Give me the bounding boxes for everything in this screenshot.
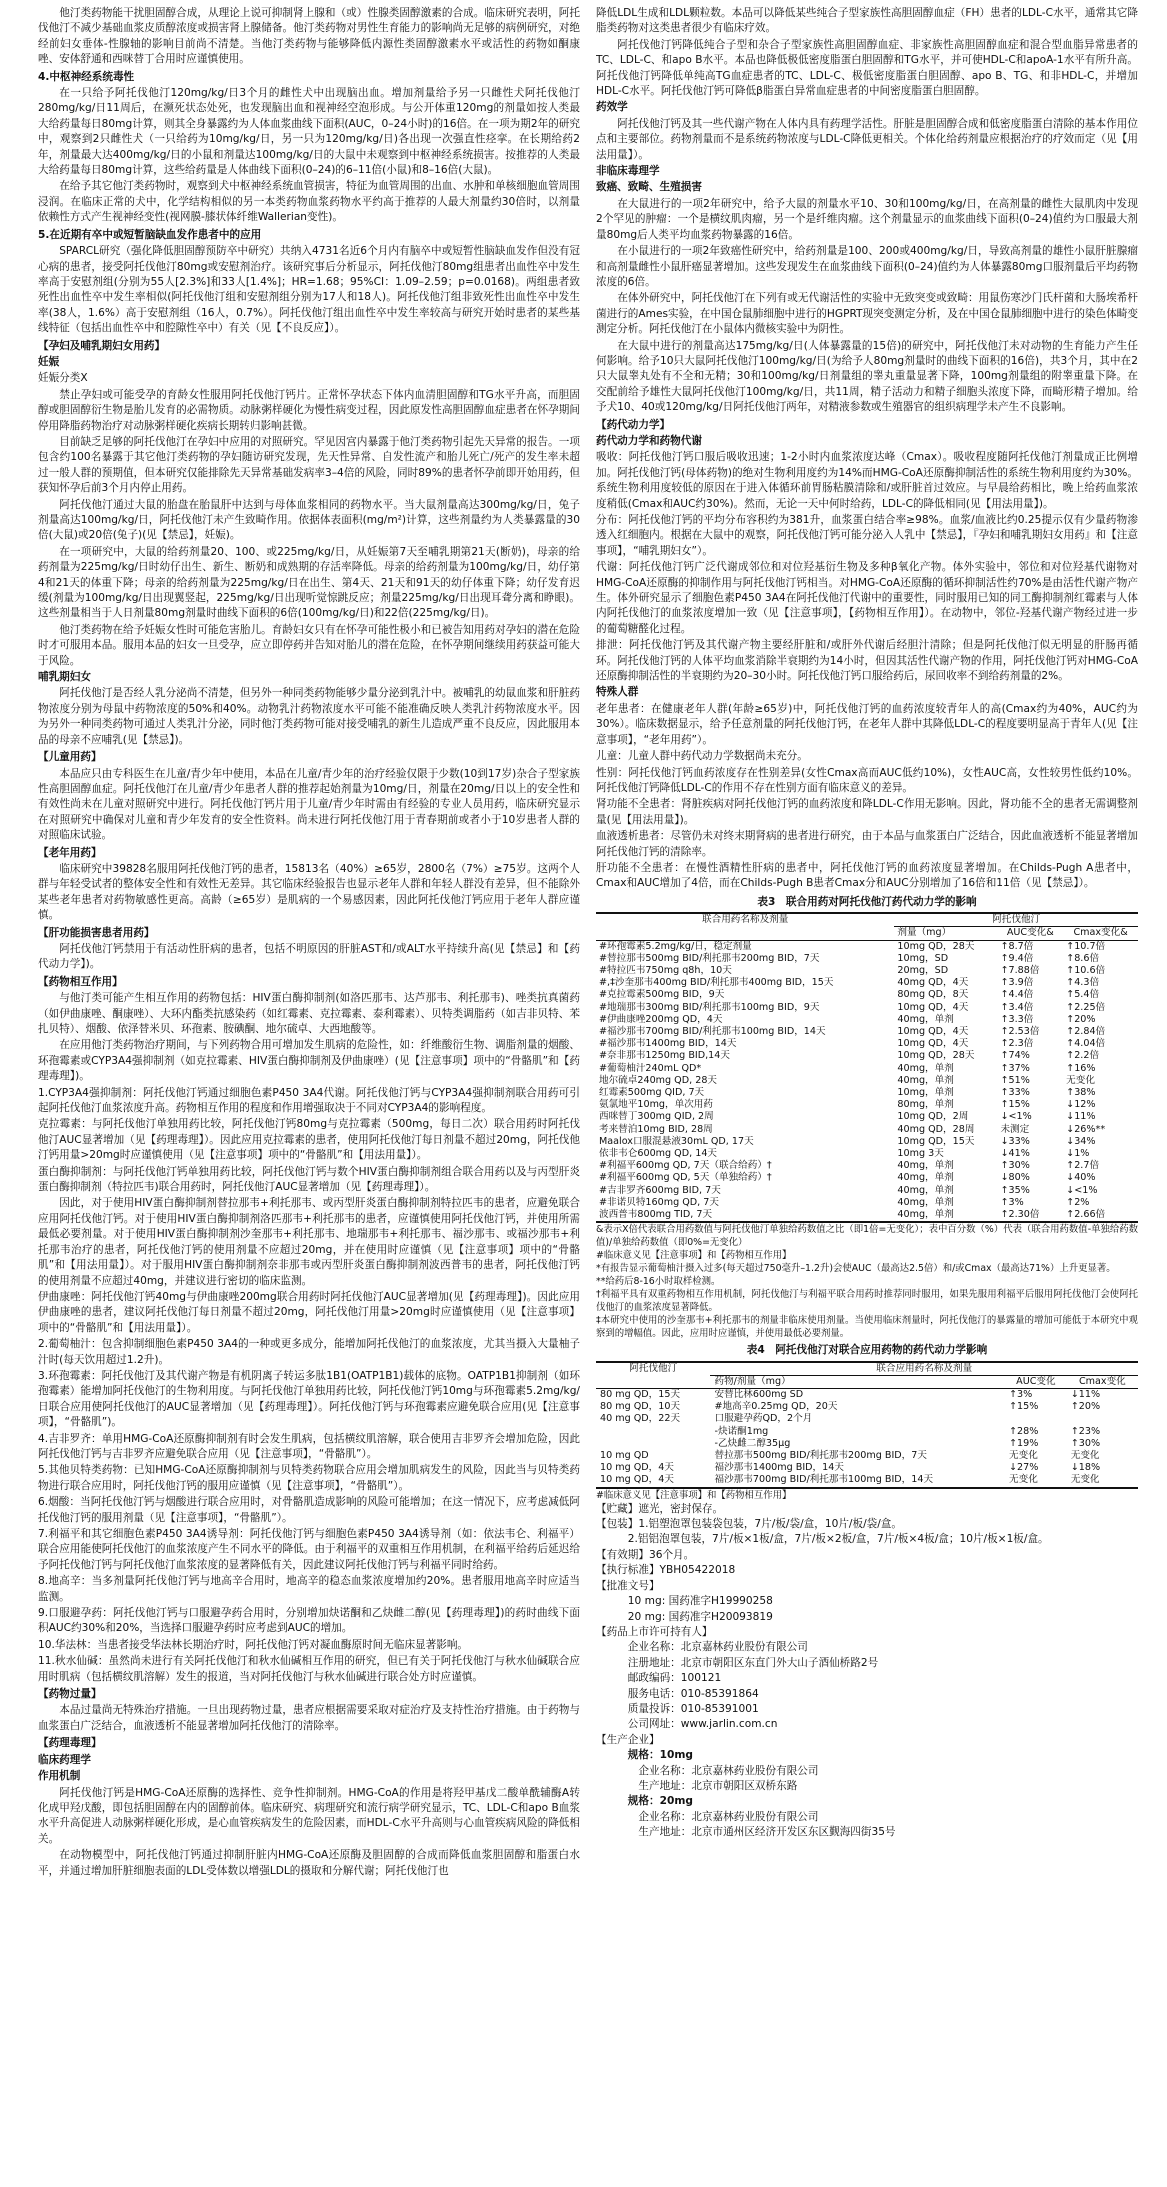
table-cell: #葡萄柚汁240mL QD* bbox=[599, 1062, 702, 1074]
table-cell: 40mg，单剂 bbox=[897, 1196, 954, 1208]
table-row bbox=[596, 1209, 1138, 1222]
table-cell bbox=[596, 1426, 710, 1438]
table-cell: ↓40% bbox=[1066, 1172, 1096, 1184]
manufacturer-address: 生产地址：北京市朝阳区双桥东路 bbox=[638, 1779, 798, 1792]
table-cell: 无变化 bbox=[1066, 1074, 1095, 1086]
table-row bbox=[596, 1450, 1138, 1462]
table-header: AUC变化 bbox=[1005, 1375, 1067, 1388]
table-note: #临床意义见【注意事项】和【药物相互作用】 bbox=[596, 1489, 792, 1501]
table-cell: 10mg QD，4天 bbox=[897, 1025, 969, 1037]
subsection-heading: 妊娠 bbox=[38, 355, 60, 368]
paragraph: 排泄：阿托伐他汀钙及其代谢产物主要经肝脏和/或肝外代谢后经胆汁清除；但是阿托伐他汀似无明显的肝肠再循环。阿托伐他汀钙的人体平均血浆消除半衰期约为14小时，但因其活性代谢产物的作用，阿托伐他汀钙对HMG-CoA还原酶抑制活性的半衰期约为20–30小时。阿托伐他汀钙口服给药后，尿回收率不到给药剂量的2%。 bbox=[596, 639, 1138, 683]
table-cell: ↑10.6倍 bbox=[1066, 964, 1106, 976]
paragraph: 与他汀类可能产生相互作用的药物包括：HIV蛋白酶抑制剂(如洛匹那韦、达芦那韦、利托那韦)、唑类抗真菌药（如伊曲康唑、酮康唑）、大环内酯类抗感染药（如红霉素、克拉霉素、泰利霉素）、贝特类调脂药（如吉非贝特、苯扎贝特）、烟酸、依泽替米贝、环孢素、胺碘酮、地尔硫卓、大西地酸等。 bbox=[38, 992, 580, 1035]
table-cell: ↑23% bbox=[1070, 1425, 1101, 1437]
paragraph: 老年患者：在健康老年人群(年龄≥65岁)中，阿托伐他汀钙的血药浓度较青年人的高(Cmax约为40%，AUC约为30%）。临床数据显示，给予任意剂量的阿托伐他汀钙，在老年人群中其降低LDL-C的程度要明显高于青年人(见【注意事项】，“老年用药”）。 bbox=[596, 702, 1138, 746]
table-caption: 表4 阿托伐他汀对联合应用药物的药代动力学影响 bbox=[746, 1344, 988, 1357]
table-row bbox=[596, 1038, 1138, 1050]
table-cell: ↑16% bbox=[1066, 1062, 1096, 1074]
subsection-heading: 非临床毒理学 bbox=[596, 165, 660, 178]
table-cell: ↓1% bbox=[1066, 1148, 1090, 1160]
table-cell: 10mg QD，4天 bbox=[897, 1038, 969, 1050]
table-caption: 表3 联合用药对阿托伐他汀药代动力学的影响 bbox=[757, 895, 977, 908]
table-cell: 福沙那韦1400mg BID，14天 bbox=[714, 1462, 844, 1474]
table-cell: ↑3% bbox=[1009, 1389, 1033, 1401]
storage-info: 【贮藏】遮光，密封保存。 bbox=[596, 1502, 724, 1515]
manufacturer-spec: 规格：20mg bbox=[627, 1795, 693, 1808]
table-cell: ↑33% bbox=[1000, 1087, 1030, 1098]
table-cell: ↑20% bbox=[1070, 1401, 1101, 1413]
section-heading: 4.中枢神经系统毒性 bbox=[38, 70, 135, 83]
table-cell: ↑7.88倍 bbox=[1000, 964, 1040, 976]
table-cell: ↓41% bbox=[1000, 1148, 1030, 1160]
paragraph: SPARCL研究（强化降低胆固醇预防卒中研究）共纳入4731名近6个月内有脑卒中或短暂性脑缺血发作但没有冠心病的患者，接受阿托伐他汀80mg或安慰剂治疗。该研究事后分析显示，阿托伐他汀80mg组患者出血性卒中发生率高于安慰剂组(分别为55人[2.3%]和33人[1.4%]；HR=1.68；95%CI：1.09–2.59；p=0.0168)。两组患者致死性出血性卒中发生率相似(阿托伐他汀组和安慰剂组分别为17人和18人)。阿托伐他汀组非致死性出血性卒中发生率(38人，1.6%）高于安慰剂组（16人，0.7%）。阿托伐他汀组出血性卒中发生率较高与研究开始时患者的某些基线特征（包括出血性卒中和腔隙性卒中）有关（见【不良反应】）。 bbox=[38, 245, 580, 335]
table-cell: 未测定 bbox=[1000, 1123, 1030, 1135]
table-cell: 10mg QD，28天 bbox=[897, 940, 975, 952]
paragraph: 性别：阿托伐他汀钙血药浓度存在性别差异(女性Cmax高而AUC低约10%)，女性AUC高，女性较男性低约10%。阿托伐他汀钙降低LDL-C的作用不存在性别方面有临床意义的差异。 bbox=[596, 766, 1138, 794]
paragraph: 血液透析患者：尽管仍未对终末期肾病的患者进行研究，由于本品与血浆蛋白广泛结合，因此血液透析不能显著增加阿托伐他汀钙的清除率。 bbox=[596, 830, 1138, 858]
table-cell: ↑2.3倍 bbox=[1000, 1038, 1034, 1050]
table-cell bbox=[1067, 1413, 1138, 1425]
paragraph: 8.地高辛：当多剂量阿托伐他汀钙与地高辛合用时，地高辛的稳态血浆浓度增加约20%。患者服用地高辛时应适当监测。 bbox=[38, 1575, 580, 1603]
subsection-heading: 致癌、致畸、生殖损害 bbox=[596, 181, 702, 194]
table-cell: ↑15% bbox=[1009, 1401, 1039, 1413]
paragraph: 3.环孢霉素：阿托伐他汀及其代谢产物是有机阴离子转运多肽1B1(OATP1B1)载体的底物。OATP1B1抑制剂（如环孢霉素）能增加阿托伐他汀的生物利用度。与阿托伐他汀单独用药比较，阿托伐他汀钙10mg与环孢霉素5.2mg/kg/日联合应用使阿托伐他汀的AUC显著增加（见【药理毒理】）。阿托伐他汀钙与环孢霉素应避免联合应用(见【注意事项】，“骨骼肌”)。 bbox=[38, 1369, 580, 1429]
table-cell: 40mg QD，28周 bbox=[897, 1123, 975, 1135]
table-cell: 无变化 bbox=[1005, 1474, 1067, 1487]
table-cell: ↑37% bbox=[1000, 1062, 1030, 1074]
holder-zip: 邮政编码：100121 bbox=[627, 1672, 722, 1685]
table-row bbox=[596, 1401, 1138, 1413]
holder-phone: 服务电话：010-85391864 bbox=[627, 1687, 759, 1700]
table-header: 药物/剂量（mg） bbox=[710, 1375, 1005, 1388]
table-cell: 西咪替丁300mg QID, 2周 bbox=[599, 1111, 714, 1123]
table-cell: 40mg，单剂 bbox=[897, 1172, 954, 1184]
approval-heading: 【批准文号】 bbox=[596, 1579, 660, 1592]
table-row bbox=[596, 1160, 1138, 1172]
paragraph: 在应用他汀类药物治疗期间，与下列药物合用可增加发生肌病的危险性，如：纤维酸衍生物、调脂剂量的烟酸、环孢霉素或CYP3A4强抑制剂（如克拉霉素、HIV蛋白酶抑制剂及伊曲康唑）(见【注意事项】项中的“骨骼肌”和【药理毒理】)。 bbox=[38, 1039, 580, 1083]
table-cell: 10mg QD，2周 bbox=[897, 1111, 969, 1123]
paragraph: 分布：阿托伐他汀钙的平均分布容积约为381升，血浆蛋白结合率≥98%。血浆/血液比约0.25提示仅有少量药物渗透入红细胞内。根据在大鼠中的观察，阿托伐他汀钙可能分泌入人乳中【禁忌】，『孕妇和哺乳期妇女用药』和【注意事项】，“哺乳期妇女”）。 bbox=[596, 514, 1138, 557]
table-header: Cmax变化& bbox=[1063, 927, 1138, 940]
table-cell: ↓80% bbox=[1000, 1172, 1030, 1184]
table-row bbox=[596, 1014, 1138, 1026]
table-cell: 10mg，单剂 bbox=[897, 1087, 954, 1098]
table-cell: 安替比林600mg SD bbox=[714, 1389, 804, 1401]
table-cell: ↓18% bbox=[1070, 1462, 1101, 1474]
section-heading: 【孕妇及哺乳期妇女用药】 bbox=[38, 339, 166, 352]
section-heading: 【肝功能损害患者用药】 bbox=[38, 926, 155, 939]
table-cell: 40mg，单剂 bbox=[897, 1160, 954, 1172]
table-row bbox=[596, 1474, 1138, 1487]
table-header: 阿托伐他汀 bbox=[596, 1362, 710, 1389]
paragraph: 降低LDL生成和LDL颗粒数。本品可以降低某些纯合子型家族性高胆固醇血症（FH）患者的LDL-C水平，通常其它降脂类药物对这类患者很少有临床疗效。 bbox=[596, 7, 1138, 35]
table-cell: 80mg QD，8天 bbox=[897, 989, 969, 1001]
table-cell: ↓27% bbox=[1009, 1462, 1039, 1474]
table-cell: 40mg，单剂 bbox=[897, 1074, 954, 1086]
table-cell: ↑2.53倍 bbox=[1000, 1025, 1040, 1037]
table-cell: ↑5.4倍 bbox=[1066, 989, 1100, 1001]
table-row bbox=[596, 1063, 1138, 1075]
table-cell: ↑2.25倍 bbox=[1066, 1001, 1106, 1013]
table-cell: #伊曲康唑200mg QD，4天 bbox=[599, 1013, 723, 1025]
table-cell: ↑2.66倍 bbox=[1063, 1209, 1138, 1222]
paragraph: 9.口服避孕药：阿托伐他汀钙与口服避孕药合用时，分别增加炔诺酮和乙炔雌二醇(见【药理毒理】)的药时曲线下面积AUC约30%和20%，当选择口服避孕药时应考虑到AUC的增加。 bbox=[38, 1607, 580, 1635]
paragraph: 阿托伐他汀是否经人乳分泌尚不清楚，但另外一种同类药物能够少量分泌到乳汁中。被哺乳的幼鼠血浆和肝脏药物浓度分别为母鼠中药物浓度的50%和40%。动物乳汁药物浓度水平可能不能准确反映人类乳汁药物浓度水平。因为另外一种同类药物可通过人类乳汁分泌，同时他汀类药物可能对接受哺乳的新生儿造成严重不良反应，因此服用本品的母亲不应哺乳(见【禁忌】)。 bbox=[38, 687, 580, 746]
paragraph: 吸收：阿托伐他汀钙口服后吸收迅速；1-2小时内血浆浓度达峰（Cmax）。吸收程度随阿托伐他汀剂量成正比例增加。阿托伐他汀钙(母体药物)的绝对生物利用度约为14%而HMG-CoA还原酶抑制活性的系统生物利用度约为30%。系统生物利用度较低的原因在于进入体循环前胃肠粘膜清除和/或肝脏首过效应。与早晨给药相比，晚上给药血浆浓度稍低(Cmax和AUC约30%)。然而，无论一天中何时给药，LDL-C的降低相同(见【用法用量】)。 bbox=[596, 451, 1138, 510]
table-cell: ↑3% bbox=[1000, 1196, 1024, 1208]
subsection-heading: 哺乳期妇女 bbox=[38, 671, 91, 684]
table-cell: -乙炔雌二醇35μg bbox=[714, 1437, 791, 1449]
table-cell: ↓12% bbox=[1066, 1099, 1096, 1111]
table-row bbox=[596, 1050, 1138, 1062]
table-cell: #奈非那韦1250mg BID,14天 bbox=[599, 1050, 730, 1062]
table-row bbox=[596, 1426, 1138, 1438]
holder-name: 企业名称：北京嘉林药业股份有限公司 bbox=[627, 1641, 808, 1654]
table-cell: ↑2.7倍 bbox=[1066, 1160, 1100, 1172]
table-cell: 无变化 bbox=[1009, 1450, 1038, 1462]
table-cell: 80mg，单剂 bbox=[897, 1099, 954, 1111]
section-heading: 5.在近期有卒中或短暂脑缺血发作患者中的应用 bbox=[38, 228, 262, 241]
table-note: #临床意义见【注意事项】和【药物相互作用】 bbox=[596, 1250, 792, 1262]
table-cell: 10mg，SD bbox=[897, 952, 949, 964]
holder-complaint: 质量投诉：010-85391001 bbox=[627, 1702, 759, 1715]
table-cell: 20mg，SD bbox=[897, 964, 949, 976]
table-cell: ↑3.4倍 bbox=[1000, 1001, 1034, 1013]
table-cell: 红霉素500mg QID, 7天 bbox=[599, 1087, 705, 1098]
table-cell: 80 mg QD，10天 bbox=[600, 1401, 681, 1413]
table-cell: ↑8.6倍 bbox=[1066, 952, 1100, 964]
table-cell: 40mg，单剂 bbox=[897, 1062, 954, 1074]
table-cell: ↑4.3倍 bbox=[1066, 977, 1100, 989]
table-cell: ↑51% bbox=[1000, 1074, 1030, 1086]
table-cell: ↑9.4倍 bbox=[1000, 952, 1034, 964]
table-note: ‡本研究中使用的沙奎那韦+利托那韦的剂量非临床使用剂量。当使用临床剂量时，阿托伐他汀的暴露量的增加可能低于本研究中观察到的增幅值。因此，应用时应谨慎，并使用最低必要剂量。 bbox=[596, 1315, 1138, 1340]
table-cell: 10mg QD，4天 bbox=[897, 1001, 969, 1013]
paragraph: 儿童：儿童人群中药代动力学数据尚未充分。 bbox=[596, 750, 808, 763]
manufacturer-heading: 【生产企业】 bbox=[596, 1733, 660, 1746]
paragraph: 1.CYP3A4强抑制剂：阿托伐他汀钙通过细胞色素P450 3A4代谢。阿托伐他汀钙与CYP3A4强抑制剂联合用药可引起阿托伐他汀血浆浓度升高。药物相互作用的程度和作用增强取决于不同对CYP3A4的影响程度。 bbox=[38, 1086, 580, 1115]
subsection-heading: 药代动力学和药物代谢 bbox=[596, 434, 702, 447]
paragraph: 本品过量尚无特殊治疗措施。一旦出现药物过量，患者应根据需要采取对症治疗及支持性治疗措施。由于药物与血浆蛋白广泛结合，血液透析不能显著增加阿托伐他汀的清除率。 bbox=[38, 1704, 580, 1732]
manufacturer-name: 企业名称：北京嘉林药业股份有限公司 bbox=[638, 1764, 819, 1777]
table-cell: 40mg，单剂 bbox=[897, 1184, 954, 1196]
table-cell: #利福平600mg QD, 5天（单独给药）† bbox=[599, 1172, 772, 1184]
table-row bbox=[596, 1413, 1138, 1425]
paragraph: 2.葡萄柚汁：包含抑制细胞色素P450 3A4的一种或更多成分，能增加阿托伐他汀的血浆浓度，尤其当摄入大量柚子汁时(每天饮用超过1.2升)。 bbox=[38, 1338, 580, 1366]
table-row bbox=[596, 1075, 1138, 1087]
package-info: 【包装】1.铝塑泡罩包装袋包装，7片/板/袋/盒，10片/板/袋/盒。 bbox=[596, 1518, 902, 1531]
approval-number: 10 mg: 国药准字H19990258 bbox=[627, 1595, 773, 1608]
holder-website: 公司网址：www.jarlin.com.cn bbox=[627, 1718, 778, 1731]
table-cell: 10mg 3天 bbox=[897, 1148, 944, 1160]
paragraph: 代谢：阿托伐他汀钙广泛代谢成邻位和对位羟基衍生物及多种β氧化产物。体外实验中，邻位和对位羟基代谢物对HMG-CoA还原酶的抑制作用与阿托伐他汀钙相当。对HMG-CoA还原酶的循环抑制活性约70%是由活性代谢产物产生。体外研究显示了细胞色素P450 3A4在阿托伐他汀代谢中的重要性，同时服用已知的同工酶抑制剂红霉素与人体内阿托伐他汀的血浆浓度增加一致（见【注意事项】，【药物相互作用】）。在动物中，邻位-羟基代谢产物经过进一步的葡萄糖醛化过程。 bbox=[596, 561, 1138, 635]
paragraph: 10.华法林：当患者接受华法林长期治疗时，阿托伐他汀钙对凝血酶原时间无临床显著影响。 bbox=[38, 1638, 469, 1651]
table-3 bbox=[596, 912, 1138, 1223]
table-cell: ↑2% bbox=[1066, 1196, 1090, 1208]
table-cell: ↑4.4倍 bbox=[1000, 989, 1034, 1001]
paragraph: 目前缺乏足够的阿托伐他汀在孕妇中应用的对照研究。罕见因宫内暴露于他汀类药物引起先天异常的报告。一项包含约100名暴露于其它他汀类药物的孕妇随访研究发现，先天性异常、自发性流产和胎儿死亡/死产的发生率未超过一般人群的预期值，但本研究仅能排除先天异常基础发病率3–4倍的风险，同时89%的患者怀孕前即开始用药，但获知怀孕后前3个月内停止用药。 bbox=[38, 435, 580, 495]
table-cell: ↓<1% bbox=[1000, 1111, 1032, 1123]
table-row bbox=[596, 1002, 1138, 1014]
table-cell: #福沙那韦700mg BID/利托那韦100mg BID，14天 bbox=[599, 1025, 826, 1037]
table-cell: ↑30% bbox=[1000, 1160, 1030, 1172]
table-cell: ↑30% bbox=[1070, 1437, 1101, 1449]
table-cell: 10 mg QD bbox=[600, 1450, 649, 1462]
paragraph: 肾功能不全患者：肾脏疾病对阿托伐他汀钙的血药浓度和降LDL-C作用无影响。因此，肾功能不全的患者无需调整剂量(见【用法用量】)。 bbox=[596, 798, 1138, 826]
table-header: 联合应用药名称及剂量 bbox=[710, 1362, 1138, 1376]
paragraph: 阿托伐他汀钙是HMG-CoA还原酶的选择性、竞争性抑制剂。HMG-CoA的作用是将羟甲基戊二酸单酰辅酶A转化成甲羟戊酸，即包括胆固醇在内的固醇前体。临床研究、病理研究和流行病学研究显示，TC、LDL-C和apo B血浆水平升高促进人动脉粥样硬化形成，是心血管疾病发生的危险因素，而HDL-C水平升高则与心血管疾病风险的降低相关。 bbox=[38, 1786, 580, 1845]
table-row bbox=[596, 1389, 1138, 1402]
paragraph: 11.秋水仙碱：虽然尚未进行有关阿托伐他汀和秋水仙碱相互作用的研究，但已有关于阿托伐他汀与秋水仙碱联合应用时肌病（包括横纹肌溶解）发生的报道，当对阿托伐他汀与秋水仙碱进行联合处方时应谨慎。 bbox=[38, 1655, 580, 1683]
paragraph: 肝功能不全患者：在慢性酒精性肝病的患者中，阿托伐他汀钙的血药浓度显著增加。在Childs-Pugh A患者中，Cmax和AUC增加了4倍，而在Childs-Pugh B患者Cmax分和AUC分别增加了16倍和11倍（见【禁忌】）。 bbox=[596, 861, 1138, 890]
table-cell: 40mg，单剂 bbox=[894, 1209, 997, 1222]
paragraph: 在给予其它他汀类药物时，观察到犬中枢神经系统血管损害，特征为血管周围的出血、水肿和单核细胞血管周围浸润。在临床正常的犬中，化学结构相似的另一本类药物血浆药物水平约高于推荐的人最大剂量约30倍时，以剂量依赖性方式产生视神经变性(视网膜-膝状体纤维Wallerian变性)。 bbox=[38, 180, 580, 224]
table-cell: 替拉那韦500mg BID/利托那韦200mg BID，7天 bbox=[714, 1450, 927, 1462]
table-cell: ↓11% bbox=[1066, 1111, 1096, 1123]
table-cell: 10mg QD，15天 bbox=[897, 1135, 975, 1147]
table-header: AUC变化& bbox=[997, 927, 1063, 940]
table-cell: ↑3.9倍 bbox=[1000, 977, 1034, 989]
table-row bbox=[596, 965, 1138, 977]
manufacturer-spec: 规格：10mg bbox=[627, 1749, 693, 1762]
table-header: 剂量（mg） bbox=[894, 927, 997, 940]
table-cell: ↑20% bbox=[1066, 1013, 1096, 1025]
table-cell: 地尔硫卓240mg QD, 28天 bbox=[599, 1074, 718, 1086]
table-cell: ↓34% bbox=[1066, 1135, 1096, 1147]
section-heading: 【老年用药】 bbox=[38, 846, 102, 859]
table-4 bbox=[596, 1361, 1138, 1489]
table-cell: 口服避孕药QD，2个月 bbox=[714, 1413, 813, 1425]
table-cell: ↑15% bbox=[1000, 1099, 1030, 1111]
table-cell: #地高辛0.25mg QD，20天 bbox=[714, 1401, 838, 1413]
table-cell: #,‡沙奎那韦400mg BID/利托那韦400mg BID，15天 bbox=[599, 977, 834, 989]
paragraph: 在大鼠进行的一项2年研究中，给予大鼠的剂量水平10、30和100mg/kg/日，在高剂量的雌性大鼠肌肉中发现2个罕见的肿瘤：一个是横纹肌肉瘤，另一个是纤维肉瘤。这个剂量显示的血浆曲线下面积(0–24)值约为口服最大剂量80mg后人类平均血浆药物暴露的16倍。 bbox=[596, 197, 1138, 241]
table-cell: ↑35% bbox=[1000, 1184, 1030, 1196]
paragraph: 在体外研究中，阿托伐他汀在下列有或无代谢活性的实验中无致突变或致畸：用鼠伤寒沙门氏杆菌和大肠埃希杆菌进行的Ames实验，在中国仓鼠肺细胞中进行的HGPRT现突变测定分析，及在中国仓鼠肺细胞中进行的染色体畸变测定分析。阿托伐他汀在小鼠体内微核实验中为阴性。 bbox=[596, 292, 1138, 336]
table-cell: 福沙那韦700mg BID/利托那韦100mg BID，14天 bbox=[710, 1474, 1005, 1487]
table-cell: ↑74% bbox=[1000, 1050, 1030, 1062]
paragraph: 本品应只由专科医生在儿童/青少年中使用，本品在儿童/青少年的治疗经验仅限于少数(10到17岁)杂合子型家族性高胆固醇血症。阿托伐他汀在儿童/青少年患者人群的推荐起始剂量为10mg/日，剂量在20mg/日以上的安全性和有效性尚未在儿童对照研究中进行。阿托伐他汀钙片用于儿童/青少年时需由有经验的专业人员用药，临床研究显示在对照研究中确保对儿童和青少年发育的安全性资料。尚未进行阿托伐他汀用于青春期前或者小于10岁患者人群的对照临床试验。 bbox=[38, 767, 580, 842]
table-note: †利福平具有双重药物相互作用机制，阿托伐他汀与利福平联合用药时推荐同时服用，如果先服用利福平后服用阿托伐他汀会使阿托伐他汀的血浆浓度显著降低。 bbox=[596, 1289, 1138, 1314]
table-cell: 40mg QD，4天 bbox=[897, 977, 969, 989]
paragraph: 阿托伐他汀钙禁用于有活动性肝病的患者，包括不明原因的肝脏AST和/或ALT水平持续升高(见【禁忌】和【药代动力学】)。 bbox=[38, 942, 580, 971]
table-cell: #非诺贝特160mg QD, 7天 bbox=[599, 1196, 719, 1208]
paragraph: 阿托伐他汀钙降低纯合子型和杂合子型家族性高胆固醇血症、非家族性高胆固醇血症和混合型血脂异常患者的TC、LDL-C、和apo B水平。本品也降低极低密度脂蛋白胆固醇和TG水平，并可使HDL-C和apoA-1水平有所升高。阿托伐他汀钙降低单纯高TG血症患者的TC、LDL-C、极低密度脂蛋白胆固醇、apo B、TG、和非HDL-C，并增加HDL-C水平。阿托伐他汀钙可降低β脂蛋白异常血症患者的中间密度脂蛋白胆固醇。 bbox=[596, 38, 1138, 98]
table-row bbox=[596, 1111, 1138, 1123]
table-cell: ↑4.04倍 bbox=[1066, 1038, 1106, 1050]
table-cell: -炔诺酮1mg bbox=[714, 1425, 769, 1437]
table-cell: #地瑞那韦300mg BID/利托那韦100mg BID，9天 bbox=[599, 1001, 820, 1013]
table-cell: ↑28% bbox=[1009, 1425, 1039, 1437]
left-column bbox=[38, 6, 580, 2182]
subsection-heading: 临床药理学 bbox=[38, 1753, 91, 1766]
table-cell: #环孢霉素5.2mg/kg/日，稳定剂量 bbox=[599, 940, 752, 952]
table-cell: Maalox口服混悬液30mL QD, 17天 bbox=[599, 1135, 754, 1147]
subsection-heading: 作用机制 bbox=[38, 1770, 81, 1783]
paragraph: 禁止孕妇或可能受孕的育龄女性服用阿托伐他汀钙片。正常怀孕状态下体内血清胆固醇和TG水平升高，而胆固醇或胆固醇衍生物是胎儿发育的必需物质。动脉粥样硬化为慢性病变过程，因此原发性高胆固醇血症患者在怀孕期间停用降脂药物治疗对动脉粥样硬化疾病长期转归影响甚微。 bbox=[38, 388, 580, 432]
table-cell: 波西普韦800mg TID, 7天 bbox=[596, 1209, 894, 1222]
table-cell: ↑2.84倍 bbox=[1066, 1025, 1106, 1037]
table-row bbox=[596, 1185, 1138, 1197]
table-note: **给药后8-16小时取样检测。 bbox=[596, 1276, 721, 1288]
table-cell: 80 mg QD，15天 bbox=[600, 1389, 681, 1401]
paragraph: 在大鼠中进行的剂量高达175mg/kg/日(人体暴露量的15倍)的研究中，阿托伐他汀未对动物的生育能力产生任何影响。给予10只大鼠阿托伐他汀100mg/kg/日(为给予人80mg剂量时的曲线下面积的16倍)，共3个月，其中在2只大鼠睾丸处有不全和无精；30和100mg/kg/日剂量组的睾丸重量显著下降，100mg剂量组的附睾重量下降。在交配前给予雄性大鼠阿托伐他汀100mg/kg/日，共11周，精子活动力和精子细胞头浓度下降，而畸形精子增加。给予犬10、40或120mg/kg/日阿托伐他汀两年，对精液参数或生殖器官的组织病理学未产生不良影响。 bbox=[596, 339, 1138, 414]
paragraph: 临床研究中39828名服用阿托伐他汀钙的患者，15813名（40%）≥65岁，2800名（7%）≥75岁。这两个人群与年轻受试者的整体安全性和有效性无差异。其它临床经验报告也显示老年人群和年轻人群没有差异，但不能除外某些老年患者对药物敏感性更高。高龄（≥65岁）是肌病的一个易感因素，因此阿托伐他汀钙应用于老年人群应谨慎。 bbox=[38, 862, 580, 922]
table-row bbox=[596, 1148, 1138, 1160]
holder-heading: 【药品上市许可持有人】 bbox=[596, 1625, 713, 1638]
table-cell: #利福平600mg QD, 7天（联合给药）† bbox=[599, 1160, 772, 1172]
table-header: 联合用药名称及剂量 bbox=[596, 913, 894, 940]
table-row bbox=[596, 1438, 1138, 1450]
package-info: 2.铝铝泡罩包装，7片/板×1板/盒，7片/板×2板/盒，7片/板×4板/盒；10片/板×1板/盒。 bbox=[627, 1533, 1049, 1546]
standard-info: 【执行标准】YBH05422018 bbox=[596, 1564, 736, 1577]
table-header: 阿托伐他汀 bbox=[894, 913, 1138, 927]
table-cell: 依非韦仑600mg QD, 14天 bbox=[599, 1148, 718, 1160]
table-row bbox=[596, 1172, 1138, 1184]
paragraph: 在动物模型中，阿托伐他汀钙通过抑制肝脏内HMG-CoA还原酶及胆固醇的合成而降低血浆胆固醇和脂蛋白水平，并通过增加肝脏细胞表面的LDL受体数以增强LDL的摄取和分解代谢；阿托伐他汀也 bbox=[38, 1849, 580, 1877]
section-heading: 【药理毒理】 bbox=[38, 1737, 102, 1750]
table-row bbox=[596, 940, 1138, 953]
table-cell: ↑8.7倍 bbox=[1000, 940, 1034, 952]
paragraph: 在一只给予阿托伐他汀120mg/kg/日3个月的雌性犬中出现脑出血。增加剂量给予另一只雌性犬阿托伐他汀280mg/kg/日11周后，在濒死状态处死，也发现脑出血和视神经空泡形成。与公开体重120mg的剂量如按人类最大给药量每日80mg计算，则其全身暴露约为人体血浆曲线下面积(AUC，0–24小时)的16倍。在一项为期2年的研究中，观察到2只雌性犬（一只给药为10mg/kg/日，另一只为120mg/kg/日)各出现一次强直性痉挛。在长期给药2年，剂量最大达400mg/kg/日的小鼠和剂量达100mg/kg/日的大鼠中未观察到中枢神经系统损害。按推荐的人类最大给药量每日80mg计算，这些给药量是人体曲线下面积(0–24)的6–11倍(小鼠)和8–16倍(大鼠)。 bbox=[38, 87, 580, 177]
table-row bbox=[596, 953, 1138, 965]
table-cell: #特拉匹韦750mg q8h，10天 bbox=[599, 964, 732, 976]
table-cell: ↑38% bbox=[1066, 1087, 1096, 1098]
section-heading: 【药物过量】 bbox=[38, 1688, 102, 1701]
paragraph: 因此，对于使用HIV蛋白酶抑制剂替拉那韦+利托那韦、或丙型肝炎蛋白酶抑制剂特拉匹韦的患者，应避免联合应用阿托伐他汀钙。对于使用HIV蛋白酶抑制剂洛匹那韦+利托那韦的患者，应谨慎使用阿托伐他汀钙，并使用所需最低必要剂量。对于使用HIV蛋白酶抑制剂沙奎那韦+利托那韦、地瑞那韦+利托那韦、福沙那韦、或福沙那韦+利托那韦治疗的患者，阿托伐他汀钙的使用剂量不应超过20mg，并在使用时应谨慎（见【注意事项】项中的“骨骼肌”和【用法用量】）。对于服用HIV蛋白酶抑制剂奈非那韦或丙型肝炎蛋白酶抑制剂波西普韦的患者，阿托伐他汀钙的使用剂量不应超过40mg，并建议进行密切的临床监测。 bbox=[38, 1197, 580, 1287]
table-cell: #替拉那韦500mg BID/利托那韦200mg BID，7天 bbox=[599, 952, 820, 964]
table-cell: ↑10.7倍 bbox=[1066, 940, 1106, 952]
section-heading: 【儿童用药】 bbox=[38, 751, 102, 764]
validity-info: 【有效期】36个月。 bbox=[596, 1548, 695, 1561]
table-row bbox=[596, 977, 1138, 989]
subsection-heading: 特殊人群 bbox=[596, 686, 639, 699]
table-cell: #克拉霉素500mg BID，9天 bbox=[599, 989, 725, 1001]
table-row bbox=[596, 989, 1138, 1001]
manufacturer-name: 企业名称：北京嘉林药业股份有限公司 bbox=[638, 1810, 819, 1823]
table-cell: ↓26%** bbox=[1066, 1123, 1106, 1135]
table-cell: 无变化 bbox=[1067, 1474, 1138, 1487]
table-row bbox=[596, 1197, 1138, 1209]
table-row bbox=[596, 1462, 1138, 1474]
table-cell: 10mg QD，28天 bbox=[897, 1050, 975, 1062]
paragraph: 伊曲康唑：阿托伐他汀钙40mg与伊曲康唑200mg联合用药时阿托伐他汀AUC显著增加(见【药理毒理】)。因此应用伊曲康唑的患者，建议阿托伐他汀每日剂量不超过20mg，阿托伐他汀用量>20mg时应谨慎使用（见【注意事项】项中的“骨骼肌”和【用法用量】）。 bbox=[38, 1290, 580, 1334]
table-note: *有报告显示葡萄柚汁摄入过多(每天超过750毫升–1.2升)会使AUC（最高达2.5倍）和/或Cmax（最高达71%）上升更显著。 bbox=[596, 1263, 1116, 1275]
paragraph: 在小鼠进行的一项2年致癌性研究中，给药剂量是100、200或400mg/kg/日，导致高剂量的雄性小鼠肝脏腺瘤和高剂量雌性小鼠肝癌显著增加。这些发现发生在血浆曲线下面积(0–24)值约为人体暴露80mg口服剂量后平均药物浓度的6倍。 bbox=[596, 245, 1138, 288]
table-row bbox=[596, 1087, 1138, 1099]
table-row bbox=[596, 1099, 1138, 1111]
paragraph: 7.利福平和其它细胞色素P450 3A4诱导剂：阿托伐他汀钙与细胞色素P450 3A4诱导剂（如：依法韦仑、利福平）联合应用能使阿托伐他汀的血浆浓度产生不同水平的降低。由于利福平的双重相互作用机制，在利福平给药后延迟给予阿托伐他汀钙与阿托伐他汀血浆浓度的显著降低有关，因此建议阿托伐他汀钙与利福平同时给药。 bbox=[38, 1528, 580, 1571]
table-cell: 无变化 bbox=[1070, 1450, 1100, 1462]
table-cell bbox=[1005, 1413, 1067, 1425]
table-cell: #吉非罗齐600mg BID, 7天 bbox=[599, 1184, 721, 1196]
paragraph: 在一项研究中，大鼠的给药剂量20、100、或225mg/kg/日，从妊娠第7天至哺乳期第21天(断奶)，母亲的给药剂量为225mg/kg/日时幼仔出生、新生、断奶和成熟期的存活率降低。母亲的给药剂量为100mg/kg/日，幼仔第4和21天的体重下降；母亲的给药剂量为225mg/kg/日在出生、第4天、21天和91天的幼仔体重下降；幼仔发育迟缓(剂量为100mg/kg/日出现翼竖起，225mg/kg/日出现听觉惊跳反应；剂量225mg/kg/日出现耳聋分离和睁眼)。这些剂量相当于人日剂量80mg剂量时曲线下面积的6倍(100mg/kg/日)和22倍(225mg/kg/日)。 bbox=[38, 545, 580, 620]
paragraph: 阿托伐他汀钙及其一些代谢产物在人体内具有药理学活性。肝脏是胆固醇合成和低密度脂蛋白清除的基本作用位点和主要部位。药物剂量而不是系统药物浓度与LDL-C降低更相关。个体化给药剂量应根据治疗的疗效而定（见【用法用量】）。 bbox=[596, 117, 1138, 161]
table-cell bbox=[596, 1438, 710, 1450]
table-cell: ↓<1% bbox=[1066, 1184, 1098, 1196]
holder-address: 注册地址：北京市朝阳区东直门外大山子酒仙桥路2号 bbox=[627, 1656, 879, 1669]
paragraph: 5.其他贝特类药物：已知HMG-CoA还原酶抑制剂与贝特类药物联合应用会增加肌病发生的风险，因此当与贝特类药物进行联合应用时，阿托伐他汀钙的服用应谨慎（见【注意事项】，“骨骼肌”）。 bbox=[38, 1464, 580, 1492]
paragraph: 4.吉非罗齐：单用HMG-CoA还原酶抑制剂有时会发生肌病，包括横纹肌溶解，联合使用吉非罗齐会增加危险，因此阿托伐他汀钙与吉非罗齐应避免联合应用（见【注意事项】，“骨骼肌”）。 bbox=[38, 1432, 580, 1460]
table-cell: ↑3.3倍 bbox=[1000, 1013, 1034, 1025]
table-header: Cmax变化 bbox=[1067, 1375, 1138, 1388]
table-row bbox=[596, 1136, 1138, 1148]
table-cell: 考来替泊10mg BID, 28周 bbox=[599, 1123, 713, 1135]
table-row bbox=[596, 1124, 1138, 1136]
table-note: &表示X倍代表联合用药数值与阿托伐他汀单独给药数值之比（即1倍=无变化）；表中百分数（%）代表（联合用药数值-单独给药数值)/单独给药数值（即0%=无变化） bbox=[596, 1224, 1138, 1249]
paragraph: 他汀类药物能干扰胆固醇合成，从理论上说可抑制肾上腺和（或）性腺类固醇激素的合成。临床研究表明，阿托伐他汀不减少基础血浆皮质醇浓度或损害肾上腺储备。他汀类药物对男性生育能力的影响尚无足够的病例研究，对绝经前妇女垂体-性腺轴的影响目前尚不清楚。当他汀类药物与能够降低内源性类固醇激素水平或活性的药物如酮康唑、安体舒通和西咪替丁合用时应谨慎使用。 bbox=[38, 7, 580, 66]
paragraph: 妊娠分类X bbox=[38, 372, 88, 385]
table-cell: ↑19% bbox=[1009, 1437, 1039, 1449]
section-heading: 【药物相互作用】 bbox=[38, 975, 123, 988]
table-cell: ↓33% bbox=[1000, 1135, 1030, 1147]
table-cell: ↑2.30倍 bbox=[997, 1209, 1063, 1222]
table-cell: ↓11% bbox=[1070, 1389, 1101, 1401]
paragraph: 6.烟酸：当阿托伐他汀钙与烟酸进行联合应用时，对骨骼肌造成影响的风险可能增加；在这一情况下，应考虑减低阿托伐他汀钙的服用剂量（见【注意事项】，“骨骼肌”）。 bbox=[38, 1496, 580, 1524]
table-cell: #福沙那韦1400mg BID，14天 bbox=[599, 1038, 737, 1050]
table-cell: 40 mg QD，22天 bbox=[600, 1413, 681, 1425]
approval-number: 20 mg: 国药准字H20093819 bbox=[627, 1610, 773, 1623]
manufacturer-address: 生产地址：北京市通州区经济开发区东区觐海四街35号 bbox=[638, 1826, 896, 1839]
section-heading: 【药代动力学】 bbox=[596, 418, 671, 431]
subsection-heading: 药效学 bbox=[596, 101, 628, 114]
table-cell: 氨氯地平10mg，单次用药 bbox=[599, 1099, 713, 1111]
table-cell: 10 mg QD，4天 bbox=[596, 1474, 710, 1487]
paragraph: 阿托伐他汀通过大鼠的胎盘在胎鼠肝中达到与母体血浆相同的药物水平。当大鼠剂量高达300mg/kg/日，兔子剂量高达100mg/kg/日，阿托伐他汀未产生致畸作用。依据体表面积(mg/m²)计算，这些剂量约为人类暴露量的30倍(大鼠)或20倍(兔子)(见【禁忌】，妊娠)。 bbox=[38, 498, 580, 542]
table-cell: 40mg，单剂 bbox=[897, 1013, 954, 1025]
table-row bbox=[596, 1026, 1138, 1038]
paragraph: 克拉霉素：与阿托伐他汀单独用药比较，阿托伐他汀钙80mg与克拉霉素（500mg，每日二次）联合用药时阿托伐他汀AUC显著增加（见【药理毒理】）。因此应用克拉霉素的患者，使用阿托伐他汀每日剂量不超过20mg，阿托伐他汀钙用量>20mg时应谨慎使用（见【注意事项】项中的“骨骼肌”和【用法用量】）。 bbox=[38, 1118, 580, 1162]
paragraph: 蛋白酶抑制剂：与阿托伐他汀钙单独用药比较，阿托伐他汀钙与数个HIV蛋白酶抑制剂组合联合用药以及与丙型肝炎蛋白酶抑制剂（特拉匹韦)联合用药时，阿托伐他汀AUC显著增加（见【药理毒理】）。 bbox=[38, 1165, 580, 1194]
table-cell: ↑2.2倍 bbox=[1066, 1050, 1100, 1062]
paragraph: 他汀类药物在给予妊娠女性时可能危害胎儿。育龄妇女只有在怀孕可能性极小和已被告知用药对孕妇的潜在危险时才可服用本品。服用本品的妇女一旦受孕，应立即停药并告知对胎儿的潜在危险，在怀孕期间继续用药获益可能大于风险。 bbox=[38, 623, 580, 667]
table-cell: 10 mg QD，4天 bbox=[600, 1462, 674, 1474]
right-column bbox=[596, 6, 1138, 2182]
